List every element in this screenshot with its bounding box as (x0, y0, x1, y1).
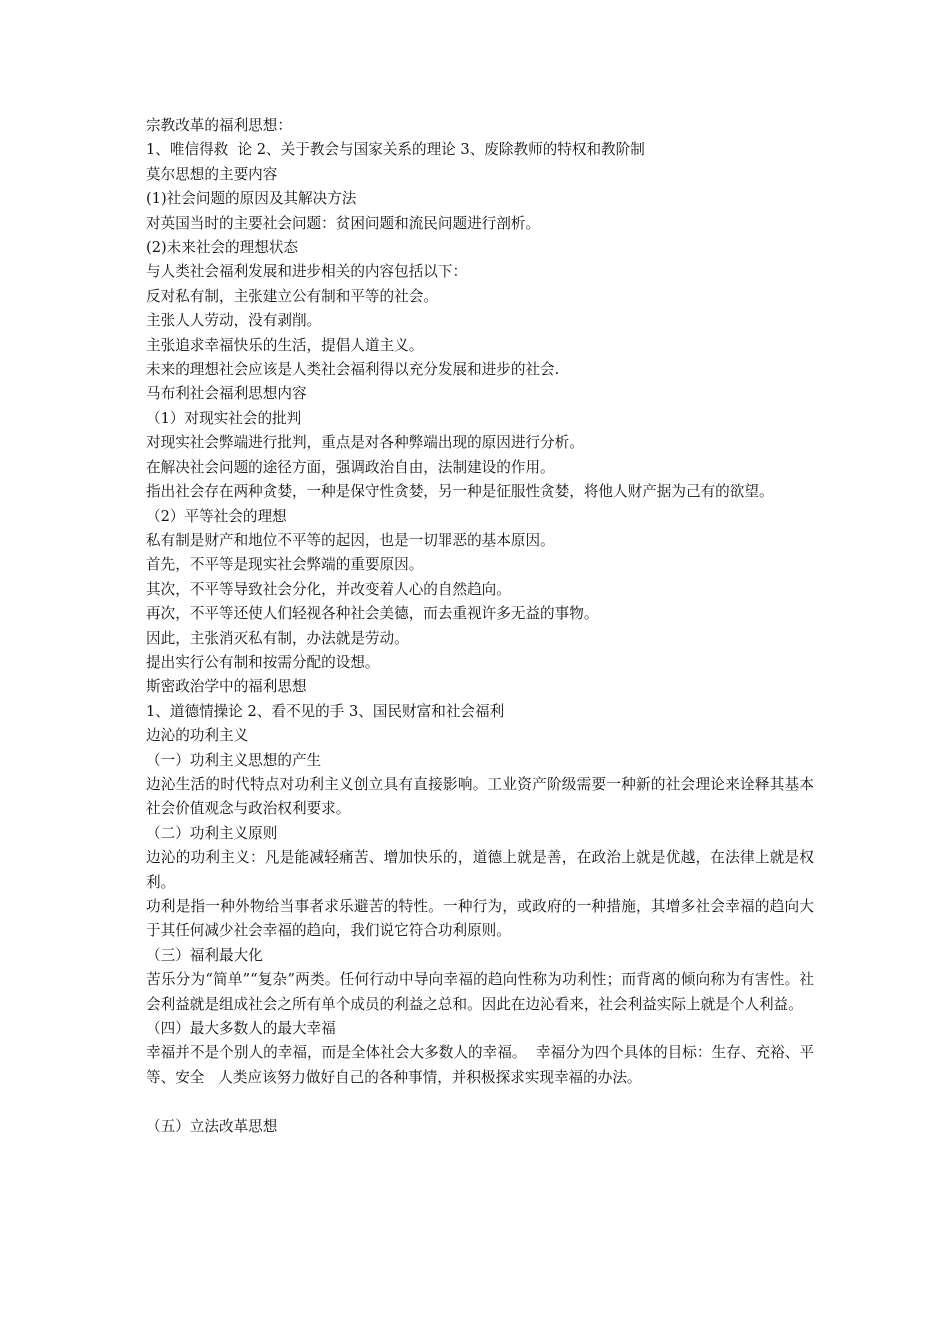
bentham-paragraph-2: 边沁的功利主义：凡是能减轻痛苦、增加快乐的，道德上就是善，在政治上就是优越，在法律上就是权利。 (146, 849, 814, 891)
more-paragraph-4: 主张人人劳动，没有剥削。 (146, 312, 322, 330)
mably-paragraph-7: 再次，不平等还使人们轻视各种社会美德，而去重视许多无益的事物。 (146, 605, 599, 623)
document-page (146, 114, 814, 1139)
bentham-subheading-5: （五）立法改革思想 (146, 1117, 278, 1135)
bentham-subheading-3: （三）福利最大化 (146, 946, 263, 964)
more-subheading-2: (2)未来社会的理想状态 (146, 239, 299, 257)
heading-mably-thought: 马布利社会福利思想内容 (146, 385, 307, 403)
mably-paragraph-9: 提出实行公有制和按需分配的设想。 (146, 653, 380, 671)
bentham-paragraph-5: 幸福并不是个别人的幸福，而是全体社会大多数人的幸福。 幸福分为四个具体的目标：生存、充裕、平等、安全 人类应该努力做好自己的各种事情，并积极探求实现幸福的办法。 (146, 1044, 814, 1086)
more-paragraph-2: 与人类社会福利发展和进步相关的内容包括以下： (146, 263, 468, 281)
bentham-paragraph-1: 边沁生活的时代特点对功利主义创立具有直接影响。工业资产阶级需要一种新的社会理论来诠释其基本社会价值观念与政治权利要求。 (146, 775, 814, 818)
more-paragraph-1: 对英国当时的主要社会问题：贫困问题和流民问题进行剖析。 (146, 214, 541, 232)
heading-bentham-utilitarianism: 边沁的功利主义 (146, 727, 249, 745)
mably-paragraph-1: 对现实社会弊端进行批判，重点是对各种弊端出现的原因进行分析。 (146, 434, 584, 452)
heading-smith-thought: 斯密政治学中的福利思想 (146, 678, 307, 696)
bentham-paragraph-3: 功利是指一种外物给当事者求乐避苦的特性。一种行为，或政府的一种措施，其增多社会幸福的趋向大于其任何减少社会幸福的趋向，我们说它符合功利原则。 (146, 898, 814, 940)
more-paragraph-5: 主张追求幸福快乐的生活，提倡人道主义。 (146, 336, 424, 354)
mably-paragraph-6: 其次，不平等导致社会分化，并改变着人心的自然趋向。 (146, 580, 511, 598)
bentham-paragraph-4: 苦乐分为“简单”“复杂”两类。任何行动中导向幸福的趋向性称为功利性；而背离的倾向称为有害性。社会利益就是组成社会之所有单个成员的利益之总和。因此在边沁看来，社会利益实际上就是个人利益。 (146, 971, 814, 1013)
more-paragraph-3: 反对私有制，主张建立公有制和平等的社会。 (146, 287, 438, 305)
heading-more-thought: 莫尔思想的主要内容 (146, 165, 278, 183)
bentham-subheading-1: （一）功利主义思想的产生 (146, 751, 322, 769)
mably-paragraph-5: 首先，不平等是现实社会弊端的重要原因。 (146, 556, 424, 574)
mably-paragraph-4: 私有制是财产和地位不平等的起因，也是一切罪恶的基本原因。 (146, 531, 555, 549)
mably-paragraph-3: 指出社会存在两种贪婪，一种是保守性贪婪，另一种是征服性贪婪，将他人财产据为己有的欲望。 (146, 483, 774, 501)
bentham-subheading-4: （四）最大多数人的最大幸福 (146, 1020, 336, 1038)
mably-paragraph-8: 因此，主张消灭私有制，办法就是劳动。 (146, 629, 409, 647)
more-subheading-1: (1)社会问题的原因及其解决方法 (146, 190, 357, 208)
blank-line (146, 1090, 814, 1114)
smith-points: 1、道德情操论 2、看不见的手 3、国民财富和社会福利 (146, 702, 505, 720)
mably-subheading-1: （1）对现实社会的批判 (146, 409, 302, 427)
heading-reformation-welfare: 宗教改革的福利思想： (146, 117, 292, 134)
bentham-subheading-2: （二）功利主义原则 (146, 824, 278, 842)
reformation-points: 1、唯信得救 论 2、关于教会与国家关系的理论 3、废除教师的特权和教阶制 (146, 141, 645, 159)
mably-paragraph-2: 在解决社会问题的途径方面，强调政治自由，法制建设的作用。 (146, 458, 555, 476)
mably-subheading-2: （2）平等社会的理想 (146, 507, 287, 525)
more-paragraph-6: 未来的理想社会应该是人类社会福利得以充分发展和进步的社会. (146, 361, 560, 379)
